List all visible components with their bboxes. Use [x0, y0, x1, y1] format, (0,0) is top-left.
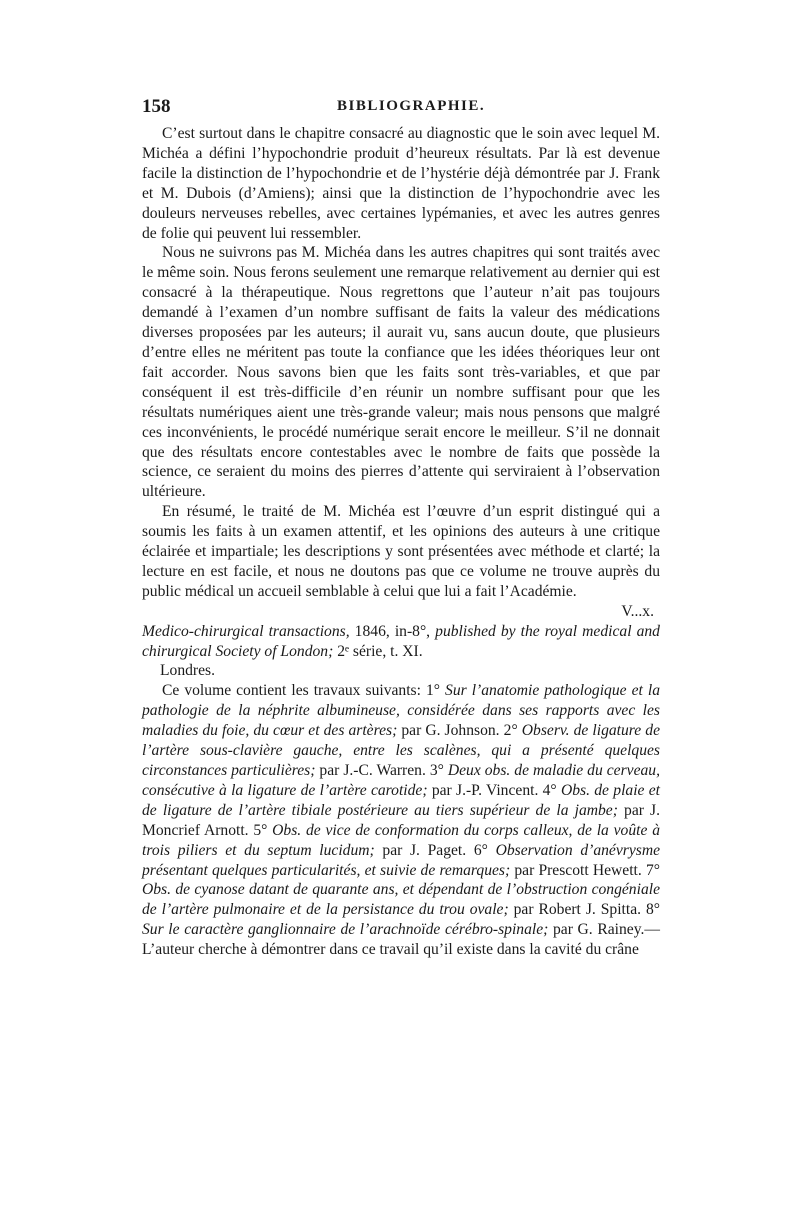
work-author-1: par G. Johnson. 2°	[397, 722, 522, 740]
work-author-8: par G. Rainey.— L’auteur cherche à démontrer dans ce travail qu’il existe dans la cavité du crâne	[142, 921, 660, 959]
work-author-3: par J.-P. Vincent. 4°	[427, 781, 561, 799]
work-title-3: Deux obs. de maladie du cerveau, consécutive à la ligature de l’artère carotide;	[142, 762, 660, 799]
review-paragraph-1: C’est surtout dans le chapitre consacré au diagnostic que le soin avec lequel M. Michéa a défini l’hypochondrie produit d’heureux résultats. Par là est devenue facile la distinction de l’hypochondrie et de l’hystérie déjà démontrée par J. Frank et M. Dubois (d’Amiens); ainsi que la distinction de l’hypochondrie avec les douleurs nerveuses rebelles, avec certaines lypémanies, et avec les autres genres de folie qui peuvent lui ressembler.	[142, 125, 660, 242]
entry-series: 2ᵉ série, t. XI.	[333, 642, 423, 660]
contents-paragraph	[142, 681, 660, 960]
work-title-5: Obs. de vice de conformation du corps calleux, de la voûte à trois piliers et du septum lucidum;	[142, 821, 660, 859]
work-title-1: Sur l’anatomie pathologique et la pathologie de la néphrite albumineuse, considérée dans ses rapports avec les maladies du foie, du cœur et des artères;	[142, 682, 660, 740]
work-title-8: Sur le caractère ganglionnaire de l’arachnoïde cérébro-spinale;	[142, 921, 549, 939]
review-paragraph-2: Nous ne suivrons pas M. Michéa dans les autres chapitres qui sont traités avec le même soin. Nous ferons seulement une remarque relativement au dernier qui est consacré à la thérapeutique. Nous regrettons que l’auteur n’ait pas toujours demandé à l’examen d’un nombre suffisant de faits la valeur des médications diverses proposées par les auteurs; il aurait vu, sans aucun doute, que plusieurs d’entre elles ne méritent pas toute la confiance que les idées théoriques leur ont fait accorder. Nous savons bien que les faits sont très-variables, et que par conséquent il est très-difficile d’en réunir un nombre suffisant pour que les résultats numériques aient une très-grande valeur; mais nous pensons que malgré ces inconvénients, le procédé numérique serait encore le meilleur. S’il ne donnait que des résultats encore contestables avec le nombre de faits que possède la science, ce seraient du moins des pierres d’attente qui serviraient à l’observation ultérieure.	[142, 244, 660, 501]
work-author-4: par J. Moncrief Arnott. 5°	[142, 801, 660, 839]
work-title-7: Obs. de cyanose datant de quarante ans, et dépendant de l’obstruction congéniale de l’artère pulmonaire et de la persistance du trou ovale;	[142, 881, 660, 919]
contents-intro: Ce volume contient les travaux suivants: 1°	[162, 682, 446, 700]
page-number: 158	[142, 96, 171, 117]
entry-place: Londres.	[160, 662, 215, 680]
review-signature: V...x.	[621, 602, 654, 620]
body-text	[142, 124, 660, 960]
bibliographic-entry	[142, 622, 660, 682]
entry-title: Medico-chirurgical transactions,	[142, 622, 350, 640]
review-paragraph-3: En résumé, le traité de M. Michéa est l’œuvre d’un esprit distingué qui a soumis les faits à un examen attentif, et les opinions des auteurs à une critique éclairée et impartiale; les descriptions y sont présentées avec méthode et clarté; la lecture en est facile, et nous ne doutons pas que ce volume ne trouve auprès du public médical un accueil semblable à celui que lui a fait l’Académie.	[142, 503, 660, 600]
work-title-2: Observ. de ligature de l’artère sous-clavière gauche, entre les scalènes, qui a présenté quelques circonstances particulières;	[142, 722, 660, 779]
entry-publisher: published by the royal medical and chirurgical Society of London;	[142, 622, 660, 660]
work-author-2: par J.-C. Warren. 3°	[315, 762, 448, 779]
work-title-6: Observation d’anévrysme présentant quelques particularités, et suivie de remarques;	[142, 841, 660, 879]
work-author-7: par Robert J. Spitta. 8°	[508, 901, 660, 919]
work-author-5: par J. Paget. 6°	[374, 841, 496, 859]
work-title-4: Obs. de plaie et de ligature de l’artère tibiale postérieure au tiers supérieur de la jambe;	[142, 781, 660, 819]
running-head: BIBLIOGRAPHIE.	[337, 98, 486, 114]
entry-year-format: 1846, in-8°,	[349, 622, 436, 640]
page-header	[142, 96, 660, 122]
work-author-6: par Prescott Hewett. 7°	[510, 861, 660, 879]
